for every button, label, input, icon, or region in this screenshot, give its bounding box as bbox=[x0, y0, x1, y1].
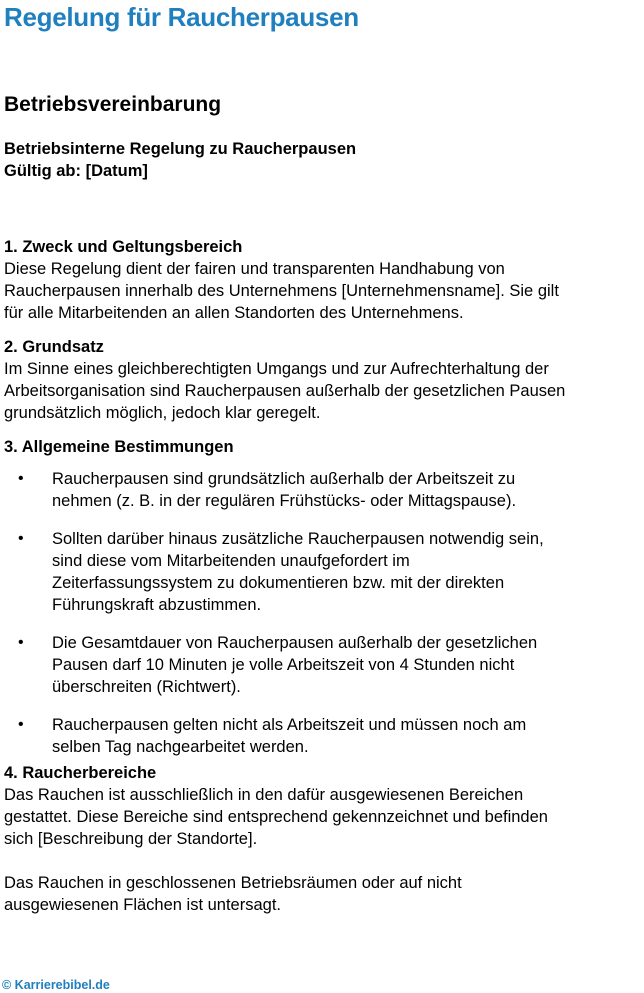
section-heading: 2. Grundsatz bbox=[4, 338, 104, 356]
subtitle-line: Betriebsinterne Regelung zu Raucherpausen bbox=[4, 140, 357, 158]
text-line: Führungskraft abzustimmen. bbox=[52, 596, 262, 614]
section-principle bbox=[4, 336, 640, 424]
bullet-icon: • bbox=[18, 530, 24, 547]
text-line: überschreiten (Richtwert). bbox=[52, 678, 241, 696]
paragraph-spacer bbox=[4, 850, 640, 872]
provisions-list bbox=[4, 468, 640, 758]
text-line: Das Rauchen ist ausschließlich in den dafür ausgewiesenen Bereichen bbox=[4, 786, 524, 804]
text-line: grundsätzlich möglich, jedoch klar geregelt. bbox=[4, 404, 321, 422]
document-subtitle bbox=[4, 138, 356, 182]
text-line: sich [Beschreibung der Standorte]. bbox=[4, 830, 258, 848]
bullet-icon: • bbox=[18, 634, 24, 651]
section-general-provisions bbox=[4, 436, 640, 758]
document-body bbox=[4, 236, 640, 928]
list-item bbox=[4, 714, 640, 758]
text-line: nehmen (z. B. in der regulären Frühstücks- oder Mittagspause). bbox=[52, 492, 517, 510]
document-heading: Betriebsvereinbarung bbox=[4, 93, 222, 116]
list-item bbox=[4, 632, 640, 698]
section-heading: 4. Raucherbereiche bbox=[4, 764, 157, 782]
text-line: für alle Mitarbeitenden an allen Standorten des Unternehmens. bbox=[4, 304, 464, 322]
text-line: gestattet. Diese Bereiche sind entsprechend gekennzeichnet und befinden bbox=[4, 808, 548, 826]
text-line: Im Sinne eines gleichberechtigten Umgangs und zur Aufrechterhaltung der bbox=[4, 360, 549, 378]
section-text bbox=[4, 358, 640, 424]
section-heading: 3. Allgemeine Bestimmungen bbox=[4, 438, 234, 456]
text-line: Diese Regelung dient der fairen und transparenten Handhabung von bbox=[4, 260, 505, 278]
section-text bbox=[4, 258, 640, 324]
section-purpose-scope bbox=[4, 236, 640, 324]
text-line: Die Gesamtdauer von Raucherpausen außerhalb der gesetzlichen bbox=[52, 634, 538, 652]
copyright-footer: © Karrierebibel.de bbox=[2, 978, 110, 992]
section-smoking-areas bbox=[4, 762, 640, 916]
list-item bbox=[4, 468, 640, 512]
validity-date-line: Gültig ab: [Datum] bbox=[4, 162, 148, 180]
text-line: Zeiterfassungssystem zu dokumentieren bzw. mit der direkten bbox=[52, 574, 505, 592]
section-text bbox=[4, 872, 640, 916]
text-line: Pausen darf 10 Minuten je volle Arbeitszeit von 4 Stunden nicht bbox=[52, 656, 515, 674]
text-line: selben Tag nachgearbeitet werden. bbox=[52, 738, 309, 756]
bullet-icon: • bbox=[18, 470, 24, 487]
text-line: Arbeitsorganisation sind Raucherpausen außerhalb der gesetzlichen Pausen bbox=[4, 382, 566, 400]
text-line: sind diese vom Mitarbeitenden unaufgefordert im bbox=[52, 552, 410, 570]
text-line: Raucherpausen gelten nicht als Arbeitszeit und müssen noch am bbox=[52, 716, 527, 734]
list-item bbox=[4, 528, 640, 616]
text-line: ausgewiesenen Flächen ist untersagt. bbox=[4, 896, 282, 914]
text-line: Sollten darüber hinaus zusätzliche Raucherpausen notwendig sein, bbox=[52, 530, 544, 548]
text-line: Das Rauchen in geschlossenen Betriebsräumen oder auf nicht bbox=[4, 874, 462, 892]
page-title: Regelung für Raucherpausen bbox=[4, 2, 359, 32]
text-line: Raucherpausen sind grundsätzlich außerhalb der Arbeitszeit zu bbox=[52, 470, 516, 488]
bullet-icon: • bbox=[18, 716, 24, 733]
text-line: Raucherpausen innerhalb des Unternehmens [Unternehmensname]. Sie gilt bbox=[4, 282, 559, 300]
section-text bbox=[4, 784, 640, 850]
section-heading: 1. Zweck und Geltungsbereich bbox=[4, 238, 243, 256]
